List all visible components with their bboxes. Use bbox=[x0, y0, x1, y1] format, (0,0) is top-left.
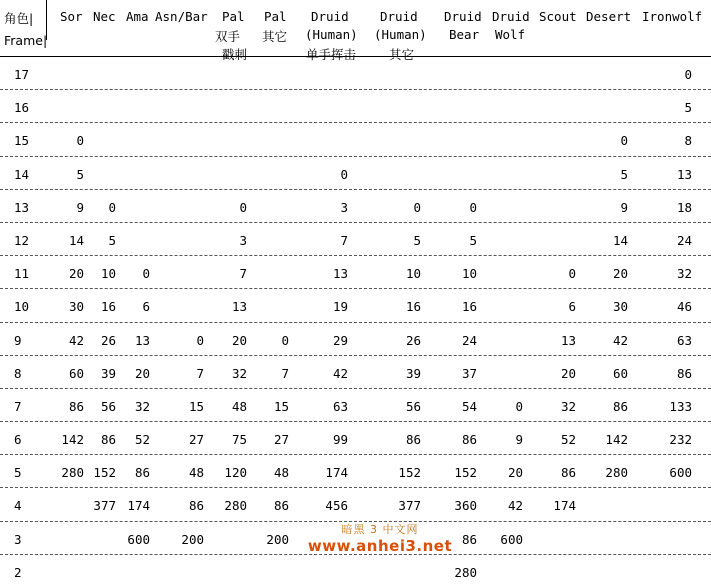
cell-pal2h: 0 bbox=[239, 199, 247, 215]
cell-nec: 152 bbox=[93, 465, 116, 481]
cell-ama: 20 bbox=[134, 365, 150, 381]
cell-pal2h: 32 bbox=[231, 365, 247, 381]
cell-pal2h: 7 bbox=[239, 266, 247, 282]
row-divider bbox=[0, 554, 711, 555]
row-frame-label: 13 bbox=[14, 199, 30, 215]
cell-ironwolf: 8 bbox=[684, 133, 692, 149]
row-divider bbox=[0, 355, 711, 356]
cell-druid_human_other: 377 bbox=[398, 498, 421, 514]
column-header-ama: Ama bbox=[126, 9, 149, 24]
cell-asnbar: 7 bbox=[196, 365, 204, 381]
cell-desert: 60 bbox=[612, 365, 628, 381]
table-header bbox=[0, 0, 711, 62]
cell-druid_bear: 24 bbox=[461, 332, 477, 348]
cell-druid_human_other: 5 bbox=[413, 232, 421, 248]
table-row bbox=[0, 156, 711, 189]
table-row bbox=[0, 122, 711, 155]
table-body bbox=[0, 56, 711, 587]
cell-druid_wolf: 600 bbox=[500, 531, 523, 547]
row-frame-label: 4 bbox=[14, 498, 22, 514]
cell-nec: 56 bbox=[100, 398, 116, 414]
cell-pal2h: 75 bbox=[231, 432, 247, 448]
table-row bbox=[0, 355, 711, 388]
column-header-druid-bear: Druid bbox=[444, 9, 482, 24]
cell-pal2h: 13 bbox=[231, 299, 247, 315]
cell-druid_human_other: 86 bbox=[405, 432, 421, 448]
cell-druid_human_1h: 63 bbox=[332, 398, 348, 414]
row-frame-label: 9 bbox=[14, 332, 22, 348]
cell-palother: 27 bbox=[273, 432, 289, 448]
cell-druid_human_1h: 19 bbox=[332, 299, 348, 315]
cell-sor: 142 bbox=[61, 432, 84, 448]
cell-druid_bear: 0 bbox=[469, 199, 477, 215]
cell-ironwolf: 0 bbox=[684, 67, 692, 82]
cell-druid_human_1h: 7 bbox=[340, 232, 348, 248]
column-header-ironwolf: Ironwolf bbox=[642, 9, 703, 24]
column-header-druid-human-1h-cn: 单手挥击 bbox=[306, 47, 357, 62]
row-divider bbox=[0, 122, 711, 123]
cell-ama: 86 bbox=[134, 465, 150, 481]
cell-scout: 0 bbox=[568, 266, 576, 282]
row-frame-label: 2 bbox=[14, 564, 22, 580]
cell-pal2h: 280 bbox=[224, 498, 247, 514]
cell-nec: 39 bbox=[100, 365, 116, 381]
row-frame-label: 10 bbox=[14, 299, 30, 315]
cell-ironwolf: 46 bbox=[676, 299, 692, 315]
cell-druid_bear: 152 bbox=[454, 465, 477, 481]
row-frame-label: 11 bbox=[14, 266, 30, 282]
column-header-pal-other: Pal bbox=[264, 9, 287, 24]
cell-nec: 26 bbox=[100, 332, 116, 348]
column-header-desert: Desert bbox=[586, 9, 632, 24]
column-header-pal-other-cn: 其它 bbox=[262, 29, 288, 44]
column-header-pal-twohand-cn1: 双手 bbox=[215, 29, 241, 44]
cell-pal2h: 3 bbox=[239, 232, 247, 248]
table-row bbox=[0, 487, 711, 520]
row-divider bbox=[0, 288, 711, 289]
cell-desert: 280 bbox=[605, 465, 628, 481]
cell-desert: 142 bbox=[605, 432, 628, 448]
table-row bbox=[0, 189, 711, 222]
cell-sor: 86 bbox=[68, 398, 84, 414]
watermark-line-2: www.anhei3.net bbox=[307, 537, 453, 555]
column-header-scout: Scout bbox=[539, 9, 577, 24]
column-header-druid-bear-sub: Bear bbox=[449, 27, 480, 42]
cell-asnbar: 86 bbox=[188, 498, 204, 514]
watermark-line-1: 暗黑 3 中文网 bbox=[341, 523, 419, 536]
cell-desert: 14 bbox=[612, 232, 628, 248]
header-corner-top: 角色| bbox=[4, 11, 34, 26]
row-divider bbox=[0, 156, 711, 157]
cell-druid_bear: 54 bbox=[461, 398, 477, 414]
row-divider bbox=[0, 56, 711, 57]
column-header-druid-human-other-cn: 其它 bbox=[389, 47, 415, 62]
column-header-druid-human-1h-sub: (Human) bbox=[305, 27, 358, 42]
cell-sor: 0 bbox=[76, 133, 84, 149]
table-row bbox=[0, 288, 711, 321]
cell-ironwolf: 133 bbox=[669, 398, 692, 414]
cell-druid_human_1h: 99 bbox=[332, 432, 348, 448]
cell-ama: 52 bbox=[134, 432, 150, 448]
cell-ama: 13 bbox=[134, 332, 150, 348]
cell-druid_human_1h: 3 bbox=[340, 199, 348, 215]
cell-palother: 15 bbox=[273, 398, 289, 414]
cell-desert: 0 bbox=[620, 133, 628, 149]
cell-druid_human_other: 26 bbox=[405, 332, 421, 348]
cell-druid_human_other: 16 bbox=[405, 299, 421, 315]
cell-palother: 7 bbox=[281, 365, 289, 381]
cell-desert: 9 bbox=[620, 199, 628, 215]
cell-druid_bear: 360 bbox=[454, 498, 477, 514]
row-divider bbox=[0, 421, 711, 422]
cell-druid_wolf: 9 bbox=[515, 432, 523, 448]
column-header-druid-wolf-sub: Wolf bbox=[495, 27, 526, 42]
row-frame-label: 17 bbox=[14, 67, 30, 82]
cell-druid_human_other: 0 bbox=[413, 199, 421, 215]
column-header-pal-twohand-cn2: 戳刺 bbox=[222, 47, 248, 62]
cell-sor: 9 bbox=[76, 199, 84, 215]
cell-asnbar: 27 bbox=[188, 432, 204, 448]
row-divider bbox=[0, 454, 711, 455]
cell-ama: 6 bbox=[142, 299, 150, 315]
cell-nec: 0 bbox=[108, 199, 116, 215]
cell-druid_bear: 37 bbox=[461, 365, 477, 381]
cell-druid_bear: 5 bbox=[469, 232, 477, 248]
cell-sor: 60 bbox=[68, 365, 84, 381]
cell-pal2h: 48 bbox=[231, 398, 247, 414]
row-divider bbox=[0, 487, 711, 488]
row-divider bbox=[0, 521, 711, 522]
cell-ama: 32 bbox=[134, 398, 150, 414]
cell-pal2h: 120 bbox=[224, 465, 247, 481]
cell-druid_bear: 86 bbox=[461, 531, 477, 547]
column-header-druid-human-other: Druid bbox=[380, 9, 418, 24]
row-frame-label: 15 bbox=[14, 133, 30, 149]
column-header-pal-twohand: Pal bbox=[222, 9, 245, 24]
table-row bbox=[0, 89, 711, 122]
cell-scout: 20 bbox=[560, 365, 576, 381]
cell-scout: 32 bbox=[560, 398, 576, 414]
cell-druid_human_1h: 0 bbox=[340, 166, 348, 182]
row-frame-label: 3 bbox=[14, 531, 22, 547]
header-vertical-divider bbox=[46, 0, 47, 40]
cell-druid_bear: 86 bbox=[461, 432, 477, 448]
cell-sor: 20 bbox=[68, 266, 84, 282]
cell-nec: 377 bbox=[93, 498, 116, 514]
cell-ama: 600 bbox=[127, 531, 150, 547]
cell-asnbar: 0 bbox=[196, 332, 204, 348]
table-row bbox=[0, 255, 711, 288]
cell-sor: 42 bbox=[68, 332, 84, 348]
row-divider bbox=[0, 222, 711, 223]
cell-ironwolf: 13 bbox=[676, 166, 692, 182]
cell-desert: 86 bbox=[612, 398, 628, 414]
cell-ironwolf: 86 bbox=[676, 365, 692, 381]
row-frame-label: 12 bbox=[14, 232, 30, 248]
column-header-asn-bar: Asn/Bar bbox=[155, 9, 208, 24]
table-row bbox=[0, 322, 711, 355]
cell-nec: 16 bbox=[100, 299, 116, 315]
cell-palother: 86 bbox=[273, 498, 289, 514]
cell-druid_human_1h: 42 bbox=[332, 365, 348, 381]
row-frame-label: 6 bbox=[14, 432, 22, 448]
cell-sor: 5 bbox=[76, 166, 84, 182]
row-divider bbox=[0, 255, 711, 256]
cell-druid_wolf: 0 bbox=[515, 398, 523, 414]
table-row bbox=[0, 454, 711, 487]
row-frame-label: 16 bbox=[14, 100, 30, 116]
cell-druid_human_1h: 456 bbox=[325, 498, 348, 514]
cell-scout: 52 bbox=[560, 432, 576, 448]
table-row bbox=[0, 56, 711, 89]
cell-desert: 5 bbox=[620, 166, 628, 182]
cell-asnbar: 48 bbox=[188, 465, 204, 481]
cell-ironwolf: 600 bbox=[669, 465, 692, 481]
cell-palother: 0 bbox=[281, 332, 289, 348]
cell-nec: 10 bbox=[100, 266, 116, 282]
cell-druid_human_1h: 174 bbox=[325, 465, 348, 481]
row-frame-label: 8 bbox=[14, 365, 22, 381]
cell-palother: 48 bbox=[273, 465, 289, 481]
table-row bbox=[0, 388, 711, 421]
cell-druid_human_1h: 13 bbox=[332, 266, 348, 282]
row-frame-label: 7 bbox=[14, 398, 22, 414]
cell-ama: 0 bbox=[142, 266, 150, 282]
cell-nec: 86 bbox=[100, 432, 116, 448]
cell-pal2h: 20 bbox=[231, 332, 247, 348]
cell-ironwolf: 32 bbox=[676, 266, 692, 282]
cell-palother: 200 bbox=[266, 531, 289, 547]
cell-ironwolf: 5 bbox=[684, 100, 692, 116]
column-header-nec: Nec bbox=[93, 9, 116, 24]
row-divider bbox=[0, 322, 711, 323]
cell-sor: 30 bbox=[68, 299, 84, 315]
row-frame-label: 14 bbox=[14, 166, 30, 182]
cell-asnbar: 200 bbox=[181, 531, 204, 547]
cell-scout: 86 bbox=[560, 465, 576, 481]
table-row bbox=[0, 421, 711, 454]
cell-sor: 280 bbox=[61, 465, 84, 481]
cell-druid_human_other: 56 bbox=[405, 398, 421, 414]
cell-druid_human_other: 39 bbox=[405, 365, 421, 381]
cell-druid_bear: 10 bbox=[461, 266, 477, 282]
column-header-druid-human-other-sub: (Human) bbox=[374, 27, 427, 42]
cell-asnbar: 15 bbox=[188, 398, 204, 414]
cell-druid_bear: 280 bbox=[454, 564, 477, 580]
column-header-sor: Sor bbox=[60, 9, 83, 24]
row-divider bbox=[0, 189, 711, 190]
cell-sor: 14 bbox=[68, 232, 84, 248]
row-divider bbox=[0, 89, 711, 90]
cell-druid_wolf: 20 bbox=[507, 465, 523, 481]
column-header-druid-human-1h: Druid bbox=[311, 9, 349, 24]
cell-druid_wolf: 42 bbox=[507, 498, 523, 514]
cell-desert: 20 bbox=[612, 266, 628, 282]
cell-druid_bear: 16 bbox=[461, 299, 477, 315]
column-header-druid-wolf: Druid bbox=[492, 9, 530, 24]
cell-nec: 5 bbox=[108, 232, 116, 248]
cell-scout: 6 bbox=[568, 299, 576, 315]
cell-druid_human_1h: 29 bbox=[332, 332, 348, 348]
cell-druid_human_other: 152 bbox=[398, 465, 421, 481]
cell-desert: 42 bbox=[612, 332, 628, 348]
cell-ironwolf: 24 bbox=[676, 232, 692, 248]
table-row bbox=[0, 222, 711, 255]
cell-druid_human_other: 10 bbox=[405, 266, 421, 282]
row-frame-label: 5 bbox=[14, 465, 22, 481]
cell-scout: 174 bbox=[553, 498, 576, 514]
table-row bbox=[0, 554, 711, 587]
cell-ama: 174 bbox=[127, 498, 150, 514]
header-corner-bottom: Frame| bbox=[4, 33, 48, 48]
cell-desert: 30 bbox=[612, 299, 628, 315]
row-divider bbox=[0, 388, 711, 389]
cell-ironwolf: 232 bbox=[669, 432, 692, 448]
table-row bbox=[0, 521, 711, 554]
cell-ironwolf: 63 bbox=[676, 332, 692, 348]
cell-ironwolf: 18 bbox=[676, 199, 692, 215]
cell-scout: 13 bbox=[560, 332, 576, 348]
